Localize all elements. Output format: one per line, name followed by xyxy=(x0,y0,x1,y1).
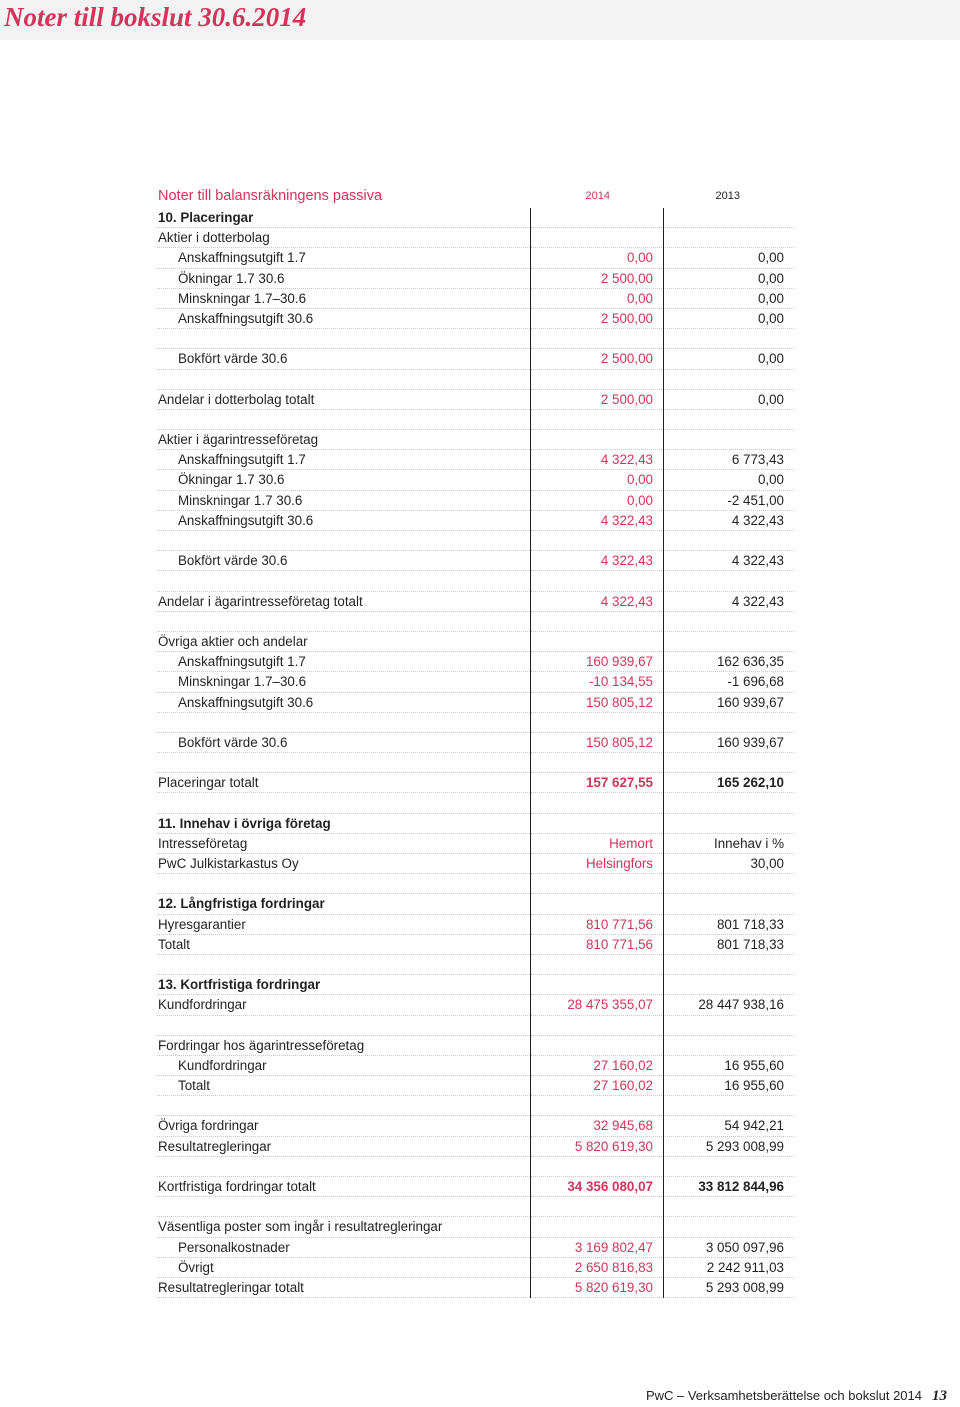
value-2014: 160 939,67 xyxy=(585,654,653,670)
page-title: Noter till bokslut 30.6.2014 xyxy=(0,0,960,40)
value-2013: 2 242 911,03 xyxy=(706,1259,784,1275)
spacer-row xyxy=(157,531,794,551)
value-2014: 0,00 xyxy=(626,492,653,508)
value-2013: 801 718,33 xyxy=(716,936,784,952)
value-2013: 160 939,67 xyxy=(716,734,784,750)
table-row xyxy=(157,915,794,935)
row-label: Bokfört värde 30.6 xyxy=(178,553,288,569)
row-label: Intresseföretag xyxy=(158,835,248,851)
table-header xyxy=(157,186,794,208)
spacer-row xyxy=(157,370,794,390)
value-2014: 2 500,00 xyxy=(600,351,653,367)
value-2013: 162 636,35 xyxy=(716,654,784,670)
table-row xyxy=(157,1076,794,1096)
value-2013: 5 293 008,99 xyxy=(705,1138,784,1154)
value-2014: 0,00 xyxy=(626,290,653,306)
table-row xyxy=(157,491,794,511)
row-label: Fordringar hos ägarintresseföretag xyxy=(158,1037,365,1053)
spacer-row xyxy=(157,612,794,632)
year-current-header: 2014 xyxy=(585,190,610,202)
column-divider xyxy=(530,208,531,1298)
row-label: Ökningar 1.7 30.6 xyxy=(178,270,285,286)
value-2014: Helsingfors xyxy=(586,856,653,871)
value-2014: 34 356 080,07 xyxy=(567,1179,653,1194)
spacer-row xyxy=(157,1157,794,1177)
table-row xyxy=(157,248,794,268)
row-label: Anskaffningsutgift 30.6 xyxy=(178,512,314,528)
table-row xyxy=(157,349,794,369)
year-prior-header: 2013 xyxy=(715,190,740,202)
value-2013: 33 812 844,96 xyxy=(698,1179,784,1194)
value-2014: 5 820 619,30 xyxy=(574,1138,653,1154)
table-row xyxy=(157,834,794,854)
value-2013: 4 322,43 xyxy=(731,512,784,528)
table-row xyxy=(157,632,794,652)
row-label: Övrigt xyxy=(178,1259,214,1275)
row-label: Placeringar totalt xyxy=(158,775,259,791)
table-row xyxy=(157,652,794,672)
table-row xyxy=(157,309,794,329)
value-2013: 165 262,10 xyxy=(716,775,784,791)
table-row xyxy=(157,511,794,531)
value-2013: 6 773,43 xyxy=(731,452,784,468)
value-2014: 2 500,00 xyxy=(600,310,653,326)
table-body xyxy=(157,208,794,1298)
row-label: Andelar i ägarintresseföretag totalt xyxy=(158,593,363,609)
table-row xyxy=(157,1258,794,1278)
table-row xyxy=(157,208,794,228)
row-label: Aktier i dotterbolag xyxy=(158,230,270,246)
table-row xyxy=(157,269,794,289)
value-2013: 0,00 xyxy=(757,391,784,407)
row-label: Aktier i ägarintresseföretag xyxy=(158,432,319,448)
value-2014: -10 134,55 xyxy=(588,674,653,690)
row-label: Bokfört värde 30.6 xyxy=(178,351,288,367)
row-label: Resultatregleringar xyxy=(158,1138,272,1154)
row-label: PwC Julkistarkastus Oy xyxy=(158,856,299,871)
row-label: Totalt xyxy=(178,1078,211,1094)
table-row xyxy=(157,1278,794,1298)
value-2013: 5 293 008,99 xyxy=(705,1279,784,1295)
value-2013: 0,00 xyxy=(757,310,784,326)
footer-text: PwC – Verksamhetsberättelse och bokslut 2014 xyxy=(645,1388,922,1403)
table-row xyxy=(157,935,794,955)
table-row xyxy=(157,995,794,1015)
value-2014: 27 160,02 xyxy=(593,1078,653,1094)
table-row xyxy=(157,470,794,490)
row-label: Totalt xyxy=(158,936,191,952)
table-row xyxy=(157,1217,794,1237)
value-2013: Innehav i % xyxy=(714,835,784,851)
table-row xyxy=(157,450,794,470)
row-label: Övriga fordringar xyxy=(158,1118,259,1134)
value-2013: 16 955,60 xyxy=(724,1057,784,1073)
value-2014: 4 322,43 xyxy=(600,593,653,609)
value-2013: 160 939,67 xyxy=(716,694,784,710)
row-label: Anskaffningsutgift 1.7 xyxy=(178,654,306,670)
row-label: Minskningar 1.7 30.6 xyxy=(178,492,303,508)
row-label: Anskaffningsutgift 1.7 xyxy=(178,250,306,266)
value-2013: 30,00 xyxy=(750,856,784,871)
value-2013: 54 942,21 xyxy=(724,1118,784,1134)
value-2014: Hemort xyxy=(609,835,653,851)
value-2013: 4 322,43 xyxy=(731,593,784,609)
value-2013: 4 322,43 xyxy=(731,553,784,569)
table-row xyxy=(157,773,794,793)
table-row xyxy=(157,551,794,571)
table-row xyxy=(157,592,794,612)
column-divider xyxy=(663,208,664,1298)
row-label: Andelar i dotterbolag totalt xyxy=(158,391,315,407)
value-2014: 810 771,56 xyxy=(585,936,653,952)
table-row xyxy=(157,390,794,410)
table-row xyxy=(157,1177,794,1197)
value-2013: -2 451,00 xyxy=(727,492,784,508)
row-label: 11. Innehav i övriga företag xyxy=(158,815,331,831)
table-row xyxy=(157,975,794,995)
value-2013: 28 447 938,16 xyxy=(698,997,784,1013)
value-2014: 5 820 619,30 xyxy=(574,1279,653,1295)
spacer-row xyxy=(157,1096,794,1116)
row-label: 12. Långfristiga fordringar xyxy=(158,896,325,912)
value-2013: -1 696,68 xyxy=(727,674,784,690)
table-row xyxy=(157,672,794,692)
table-row xyxy=(157,814,794,834)
value-2014: 28 475 355,07 xyxy=(567,997,653,1013)
row-label: Kortfristiga fordringar totalt xyxy=(158,1179,316,1194)
table-row xyxy=(157,1137,794,1157)
value-2014: 32 945,68 xyxy=(593,1118,653,1134)
table-row xyxy=(157,1116,794,1136)
row-label: Kundfordringar xyxy=(158,997,247,1013)
section-heading: Noter till balansräkningens passiva xyxy=(158,188,383,204)
row-label: Resultatregleringar totalt xyxy=(158,1279,304,1295)
table-row xyxy=(157,1238,794,1258)
value-2014: 810 771,56 xyxy=(585,916,653,932)
table-row xyxy=(157,1036,794,1056)
spacer-row xyxy=(157,410,794,430)
page-footer xyxy=(646,1388,947,1404)
row-label: 10. Placeringar xyxy=(158,210,254,225)
value-2014: 150 805,12 xyxy=(585,734,653,750)
table-row xyxy=(157,289,794,309)
value-2013: 16 955,60 xyxy=(724,1078,784,1094)
value-2014: 3 169 802,47 xyxy=(574,1239,653,1255)
value-2014: 4 322,43 xyxy=(600,452,653,468)
value-2013: 0,00 xyxy=(757,351,784,367)
row-label: Anskaffningsutgift 1.7 xyxy=(178,452,306,468)
row-label: Minskningar 1.7–30.6 xyxy=(178,674,307,690)
value-2013: 0,00 xyxy=(757,290,784,306)
row-label: Bokfört värde 30.6 xyxy=(178,734,288,750)
value-2014: 157 627,55 xyxy=(585,775,653,791)
value-2014: 4 322,43 xyxy=(600,553,653,569)
row-label: Anskaffningsutgift 30.6 xyxy=(178,310,314,326)
table-row xyxy=(157,854,794,874)
table-row xyxy=(157,693,794,713)
row-label: Väsentliga poster som ingår i resultatregleringar xyxy=(158,1219,443,1235)
row-label: Hyresgarantier xyxy=(158,916,246,932)
spacer-row xyxy=(157,329,794,349)
value-2013: 3 050 097,96 xyxy=(705,1239,784,1255)
value-2014: 2 650 816,83 xyxy=(574,1259,653,1275)
value-2014: 27 160,02 xyxy=(593,1057,653,1073)
value-2014: 0,00 xyxy=(626,472,653,488)
row-label: 13. Kortfristiga fordringar xyxy=(158,977,321,993)
spacer-row xyxy=(157,874,794,894)
table-row xyxy=(157,894,794,914)
spacer-row xyxy=(157,955,794,975)
value-2014: 150 805,12 xyxy=(585,694,653,710)
table-row xyxy=(157,733,794,753)
row-label: Personalkostnader xyxy=(178,1239,290,1255)
value-2014: 0,00 xyxy=(626,250,653,266)
value-2013: 0,00 xyxy=(757,270,784,286)
spacer-row xyxy=(157,753,794,773)
spacer-row xyxy=(157,571,794,591)
notes-table xyxy=(157,186,794,1298)
row-label: Ökningar 1.7 30.6 xyxy=(178,472,285,488)
value-2014: 2 500,00 xyxy=(600,391,653,407)
spacer-row xyxy=(157,1016,794,1036)
table-row xyxy=(157,430,794,450)
page-number: 13 xyxy=(932,1388,947,1404)
spacer-row xyxy=(157,1197,794,1217)
table-row xyxy=(157,1056,794,1076)
value-2013: 801 718,33 xyxy=(716,916,784,932)
row-label: Övriga aktier och andelar xyxy=(158,633,308,649)
table-row xyxy=(157,228,794,248)
value-2014: 2 500,00 xyxy=(600,270,653,286)
spacer-row xyxy=(157,793,794,813)
spacer-row xyxy=(157,713,794,733)
value-2013: 0,00 xyxy=(757,250,784,266)
row-label: Anskaffningsutgift 30.6 xyxy=(178,694,314,710)
value-2014: 4 322,43 xyxy=(600,512,653,528)
row-label: Kundfordringar xyxy=(178,1057,267,1073)
row-label: Minskningar 1.7–30.6 xyxy=(178,290,307,306)
value-2013: 0,00 xyxy=(757,472,784,488)
